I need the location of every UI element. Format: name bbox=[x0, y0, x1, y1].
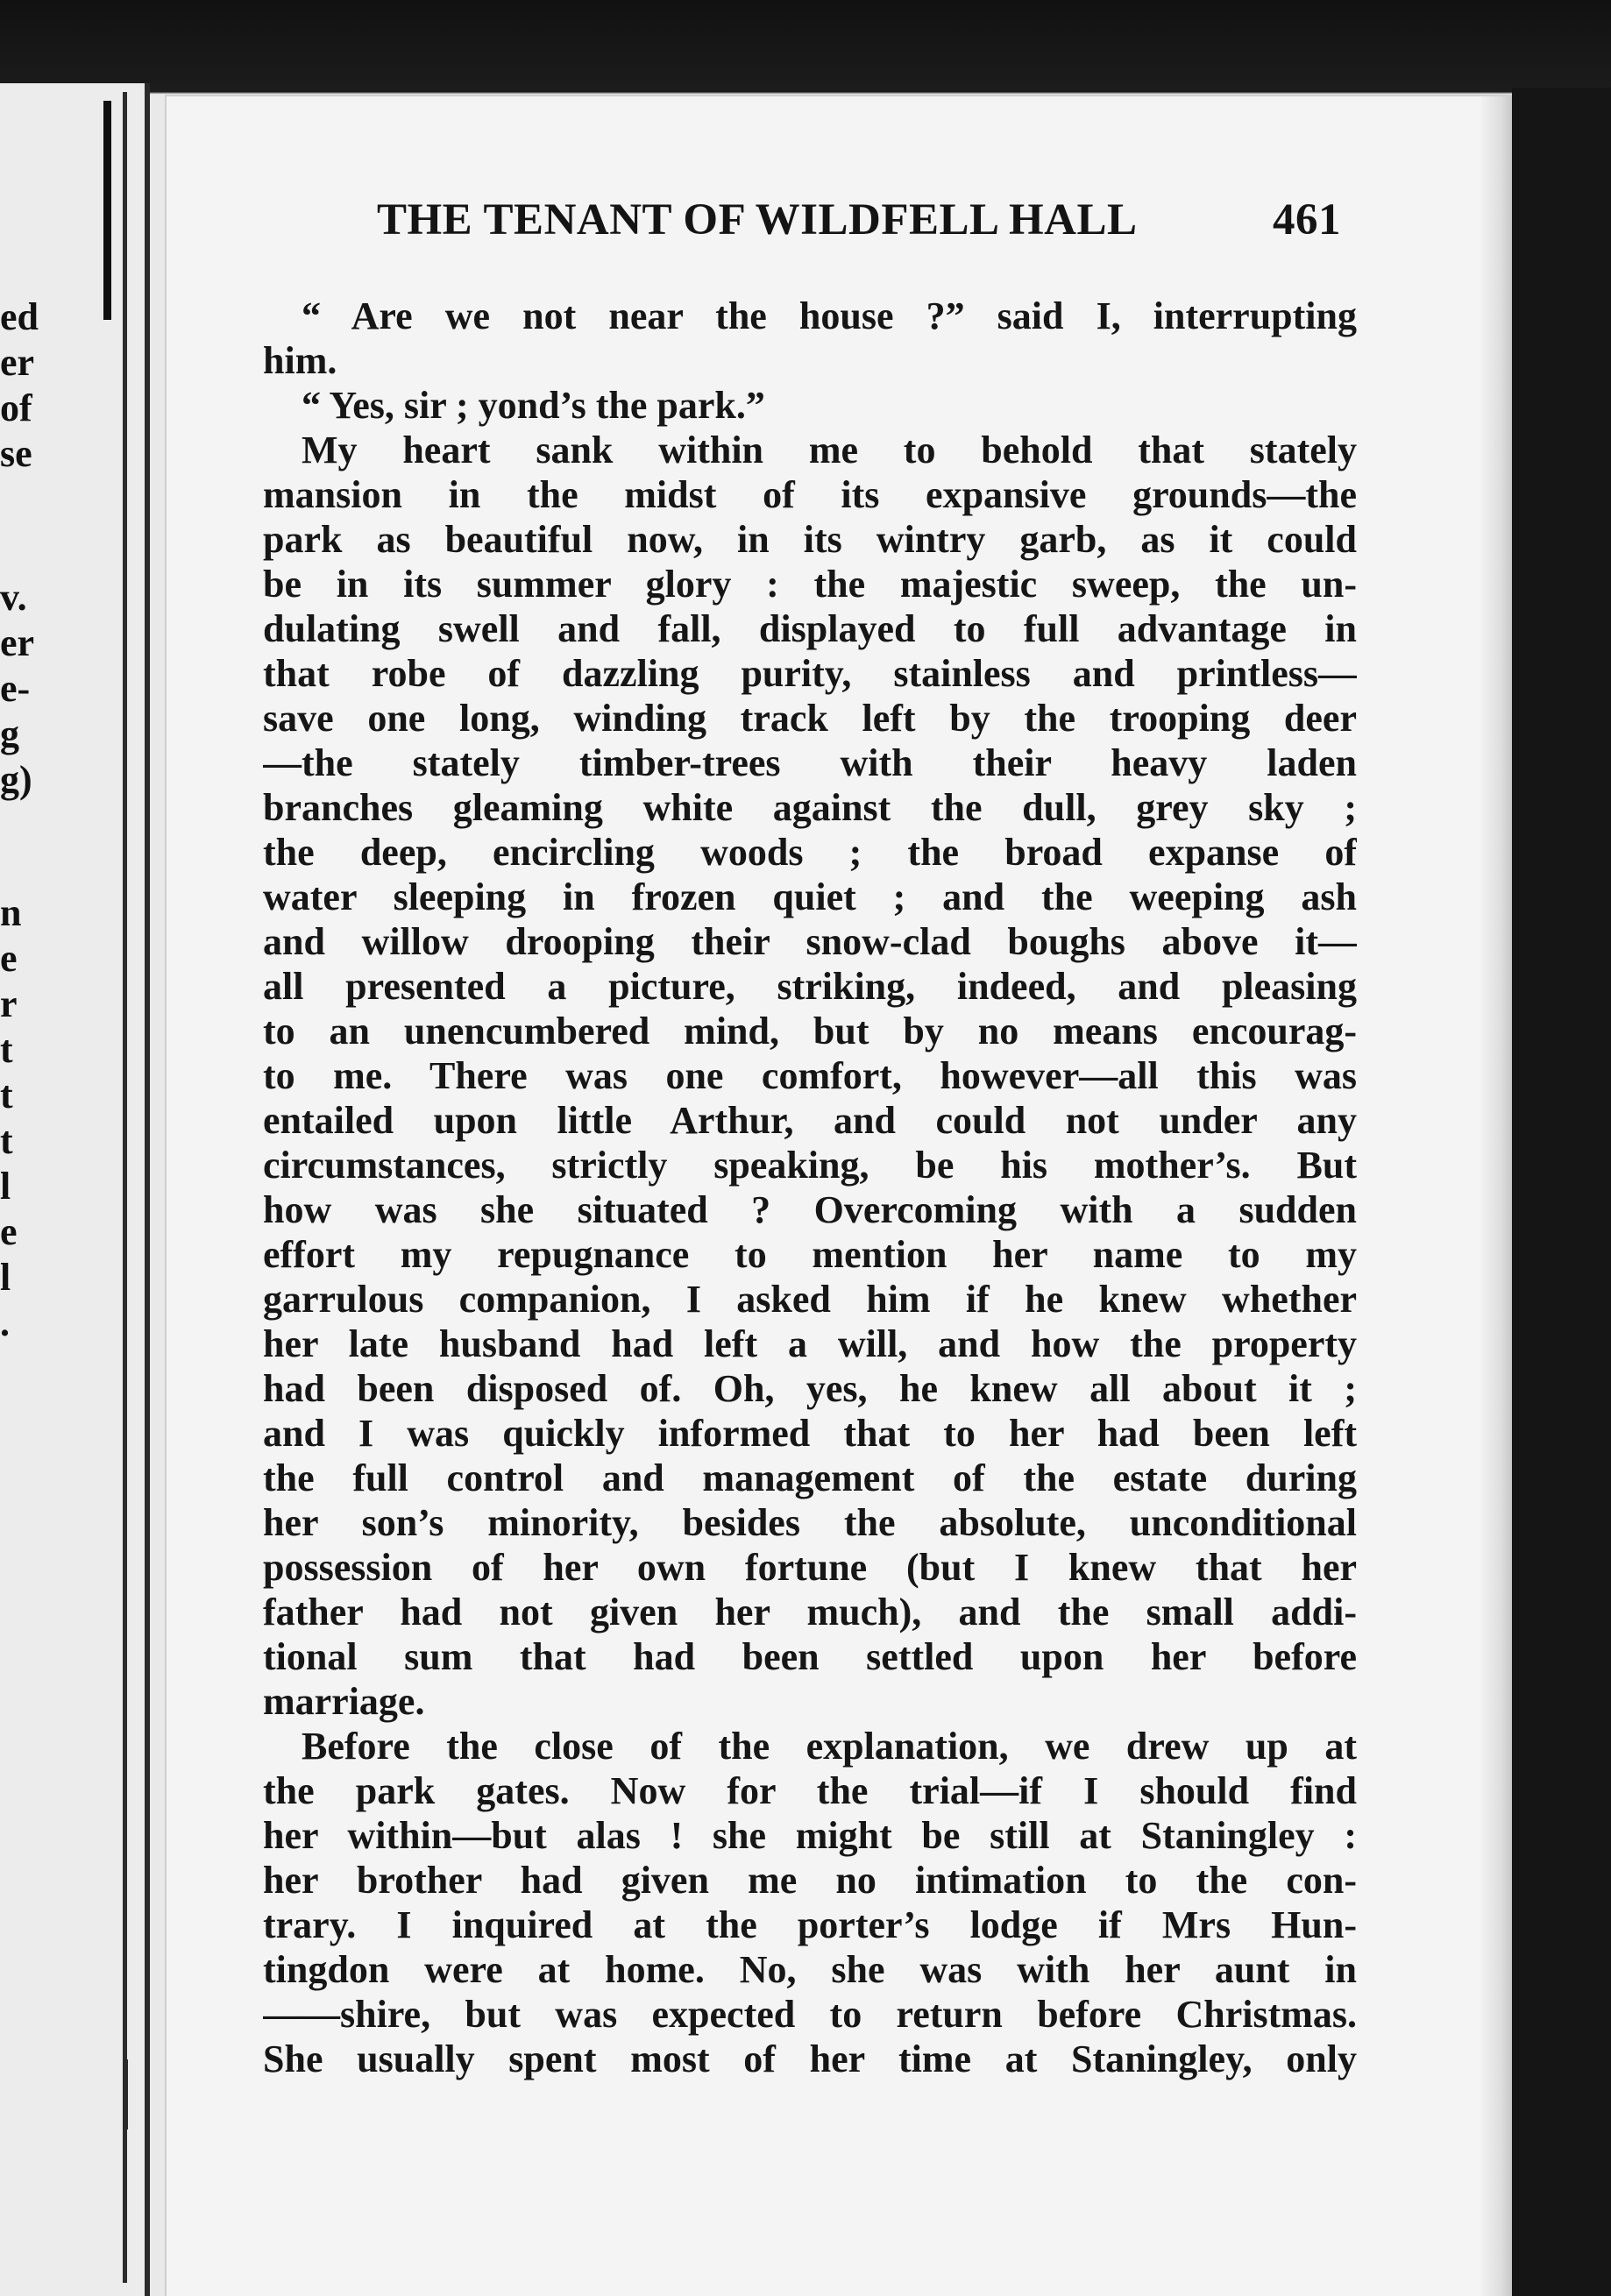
text-line: circumstances, strictly speaking, be his mother’s. But bbox=[263, 1144, 1357, 1187]
text-line: to me. There was one comfort, however—all this was bbox=[263, 1054, 1357, 1097]
text-line: how was she situated ? Overcoming with a sudden bbox=[263, 1188, 1357, 1231]
binding-shadow bbox=[123, 92, 127, 2283]
text-line: —the stately timber-trees with their heavy laden bbox=[263, 741, 1357, 784]
scan-border-right bbox=[1512, 88, 1611, 2296]
left-fragment: er bbox=[0, 341, 35, 384]
left-fragment: e- bbox=[0, 667, 31, 710]
left-fragment: er bbox=[0, 621, 35, 664]
running-header bbox=[377, 195, 1341, 245]
left-fragment: se bbox=[0, 432, 32, 475]
text-line: ——shire, but was expected to return before Christmas. bbox=[263, 1993, 1357, 2036]
text-line: My heart sank within me to behold that stately bbox=[302, 429, 1357, 471]
text-line: and willow drooping their snow-clad boughs above it— bbox=[263, 920, 1357, 963]
text-line: all presented a picture, striking, indeed, and pleasing bbox=[263, 965, 1357, 1008]
text-line: father had not given her much), and the small addi- bbox=[263, 1591, 1357, 1633]
left-fragment: t bbox=[0, 1028, 13, 1071]
text-line: possession of her own fortune (but I knew that her bbox=[263, 1546, 1357, 1589]
left-fragment: t bbox=[0, 1074, 13, 1116]
text-line: him. bbox=[263, 339, 337, 382]
text-line: her brother had given me no intimation to the con- bbox=[263, 1859, 1357, 1902]
text-line: effort my repugnance to mention her name to my bbox=[263, 1233, 1357, 1276]
left-fragment: g bbox=[0, 712, 19, 755]
left-fragment: l bbox=[0, 1165, 11, 1208]
text-line: Before the close of the explanation, we drew up at bbox=[302, 1725, 1357, 1768]
left-fragment: . bbox=[0, 1301, 10, 1344]
left-fragment: n bbox=[0, 891, 22, 934]
margin-mark bbox=[123, 2059, 128, 2129]
text-line: the full control and management of the estate during bbox=[263, 1456, 1357, 1499]
text-line: the park gates. Now for the trial—if I should find bbox=[263, 1769, 1357, 1812]
text-line: trary. I inquired at the porter’s lodge if Mrs Hun- bbox=[263, 1903, 1357, 1946]
text-line: that robe of dazzling purity, stainless and printless— bbox=[263, 652, 1357, 695]
text-line: dulating swell and fall, displayed to full advantage in bbox=[263, 607, 1357, 650]
text-line: mansion in the midst of its expansive grounds—the bbox=[263, 473, 1357, 516]
text-line: “ Are we not near the house ?” said I, interrupting bbox=[302, 294, 1357, 337]
text-line: water sleeping in frozen quiet ; and the weeping ash bbox=[263, 875, 1357, 918]
text-line: branches gleaming white against the dull, grey sky ; bbox=[263, 786, 1357, 829]
text-line: to an unencumbered mind, but by no means encourag- bbox=[263, 1010, 1357, 1052]
text-line: be in its summer glory : the majestic sweep, the un- bbox=[263, 563, 1357, 606]
text-line: save one long, winding track left by the trooping deer bbox=[263, 697, 1357, 740]
text-line: She usually spent most of her time at Staningley, only bbox=[263, 2037, 1357, 2080]
text-line: tingdon were at home. No, she was with her aunt in bbox=[263, 1948, 1357, 1991]
left-fragment: e bbox=[0, 1210, 18, 1253]
page-header-title: THE TENANT OF WILDFELL HALL bbox=[377, 195, 1138, 244]
left-fragment: g) bbox=[0, 758, 32, 801]
left-fragment: v. bbox=[0, 576, 27, 619]
text-line: marriage. bbox=[263, 1680, 425, 1723]
text-line: entailed upon little Arthur, and could not under any bbox=[263, 1099, 1357, 1142]
left-fragment: l bbox=[0, 1256, 11, 1299]
page-edge bbox=[1481, 96, 1516, 2296]
text-line: her son’s minority, besides the absolute, unconditional bbox=[263, 1501, 1357, 1544]
text-line: the deep, encircling woods ; the broad expanse of bbox=[263, 831, 1357, 874]
left-fragment: of bbox=[0, 386, 32, 429]
text-line: and I was quickly informed that to her had been left bbox=[263, 1412, 1357, 1455]
text-line: her within—but alas ! she might be still at Staningley : bbox=[263, 1814, 1357, 1857]
text-line: had been disposed of. Oh, yes, he knew all about it ; bbox=[263, 1367, 1357, 1410]
left-fragment: t bbox=[0, 1119, 13, 1162]
left-fragment: e bbox=[0, 937, 18, 980]
left-fragment: r bbox=[0, 982, 18, 1025]
left-fragment: ed bbox=[0, 295, 39, 338]
text-line: tional sum that had been settled upon her before bbox=[263, 1635, 1357, 1678]
page-number: 461 bbox=[1273, 195, 1341, 244]
text-line: “ Yes, sir ; yond’s the park.” bbox=[302, 384, 765, 427]
text-line: garrulous companion, I asked him if he knew whether bbox=[263, 1278, 1357, 1321]
body-text bbox=[263, 294, 1359, 2081]
text-line: park as beautiful now, in its wintry garb, as it could bbox=[263, 518, 1357, 561]
text-line: her late husband had left a will, and how the property bbox=[263, 1322, 1357, 1365]
page-fold-shadow bbox=[103, 101, 111, 320]
